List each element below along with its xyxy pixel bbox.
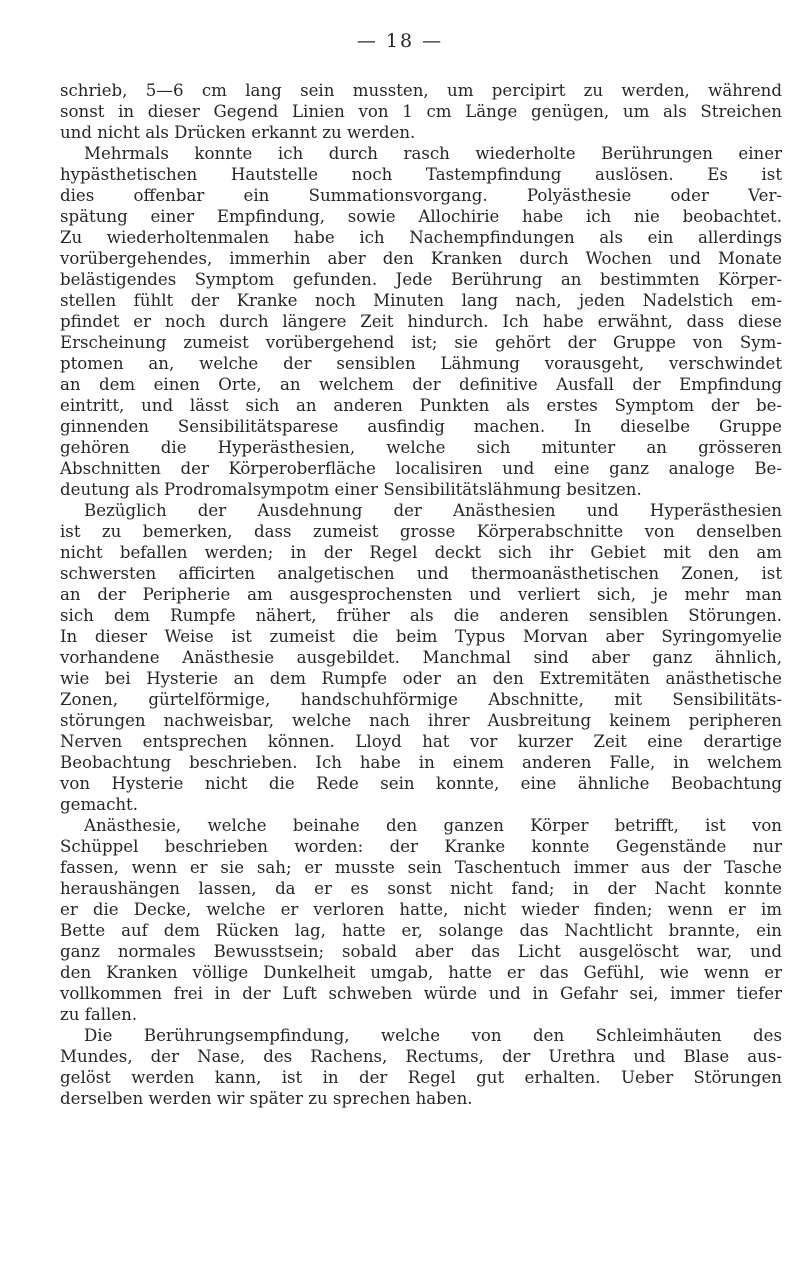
text-line: Abschnitten der Körperoberfläche localisiren und eine ganz analoge Be- xyxy=(60,459,782,478)
text-line: ginnenden Sensibilitätsparese ausfindig machen. In dieselbe Gruppe xyxy=(60,417,782,436)
text-line: Bezüglich der Ausdehnung der Anästhesien und Hyperästhesien xyxy=(84,501,782,520)
text-line: Bette auf dem Rücken lag, hatte er, solange das Nachtlicht brannte, ein xyxy=(60,921,782,940)
text-line: sich dem Rumpfe nähert, früher als die anderen sensiblen Störungen. xyxy=(60,606,782,625)
text-line: den Kranken völlige Dunkelheit umgab, hatte er das Gefühl, wie wenn er xyxy=(60,963,782,982)
text-line: Beobachtung beschrieben. Ich habe in einem anderen Falle, in welchem xyxy=(60,753,782,772)
text-line: derselben werden wir später zu sprechen haben. xyxy=(60,1089,473,1108)
text-line: schwersten afficirten analgetischen und thermoanästhetischen Zonen, ist xyxy=(60,564,782,583)
text-line: Nerven entsprechen können. Lloyd hat vor kurzer Zeit eine derartige xyxy=(60,732,782,751)
text-line: Die Berührungsempfindung, welche von den Schleimhäuten des xyxy=(84,1026,782,1045)
text-line: gelöst werden kann, ist in der Regel gut erhalten. Ueber Störungen xyxy=(60,1068,782,1087)
paragraph xyxy=(60,500,782,815)
text-line: vollkommen frei in der Luft schweben würde und in Gefahr sei, immer tiefer xyxy=(60,984,782,1003)
text-line: Mundes, der Nase, des Rachens, Rectums, der Urethra und Blase aus- xyxy=(60,1047,782,1066)
text-line: stellen fühlt der Kranke noch Minuten lang nach, jeden Nadelstich em- xyxy=(60,291,782,310)
text-line: vorübergehendes, immerhin aber den Kranken durch Wochen und Monate xyxy=(60,249,782,268)
text-line: wie bei Hysterie an dem Rumpfe oder an den Extremitäten anästhetische xyxy=(60,669,782,688)
text-line: In dieser Weise ist zumeist die beim Typus Morvan aber Syringomyelie xyxy=(60,627,782,646)
text-line: spätung einer Empfindung, sowie Allochirie habe ich nie beobachtet. xyxy=(60,207,782,226)
text-line: fassen, wenn er sie sah; er musste sein Taschentuch immer aus der Tasche xyxy=(60,858,782,877)
text-line: dies offenbar ein Summationsvorgang. Polyästhesie oder Ver- xyxy=(60,186,782,205)
text-line: sonst in dieser Gegend Linien von 1 cm Länge genügen, um als Streichen xyxy=(60,102,782,121)
text-line: gemacht. xyxy=(60,795,138,814)
text-line: an dem einen Orte, an welchem der definitive Ausfall der Empfindung xyxy=(60,375,782,394)
text-line: Zu wiederholtenmalen habe ich Nachempfindungen als ein allerdings xyxy=(60,228,782,247)
text-line: und nicht als Drücken erkannt zu werden. xyxy=(60,123,416,142)
text-line: eintritt, und lässt sich an anderen Punkten als erstes Symptom der be- xyxy=(60,396,782,415)
paragraph xyxy=(60,143,782,500)
text-line: nicht befallen werden; in der Regel deckt sich ihr Gebiet mit den am xyxy=(60,543,782,562)
text-line: heraushängen lassen, da er es sonst nicht fand; in der Nacht konnte xyxy=(60,879,782,898)
text-line: Zonen, gürtelförmige, handschuhförmige Abschnitte, mit Sensibilitäts- xyxy=(60,690,782,709)
paragraph xyxy=(60,815,782,1025)
text-line: von Hysterie nicht die Rede sein konnte, eine ähnliche Beobachtung xyxy=(60,774,782,793)
text-line: belästigendes Symptom gefunden. Jede Berührung an bestimmten Körper- xyxy=(60,270,782,289)
text-line: er die Decke, welche er verloren hatte, nicht wieder finden; wenn er im xyxy=(60,900,782,919)
text-line: Anästhesie, welche beinahe den ganzen Körper betrifft, ist von xyxy=(84,816,782,835)
text-line: Mehrmals konnte ich durch rasch wiederholte Berührungen einer xyxy=(84,144,782,163)
text-line: Erscheinung zumeist vorübergehend ist; sie gehört der Gruppe von Sym- xyxy=(60,333,782,352)
text-line: gehören die Hyperästhesien, welche sich mitunter an grösseren xyxy=(60,438,782,457)
text-line: störungen nachweisbar, welche nach ihrer Ausbreitung keinem peripheren xyxy=(60,711,782,730)
text-line: hypästhetischen Hautstelle noch Tastempfindung auslösen. Es ist xyxy=(60,165,782,184)
text-line: vorhandene Anästhesie ausgebildet. Manchmal sind aber ganz ähnlich, xyxy=(60,648,782,667)
text-line: ist zu bemerken, dass zumeist grosse Körperabschnitte von denselben xyxy=(60,522,782,541)
text-line: an der Peripherie am ausgesprochensten und verliert sich, je mehr man xyxy=(60,585,782,604)
text-line: ganz normales Bewusstsein; sobald aber das Licht ausgelöscht war, und xyxy=(60,942,782,961)
text-line: ptomen an, welche der sensiblen Lähmung vorausgeht, verschwindet xyxy=(60,354,782,373)
paragraph xyxy=(60,1025,782,1109)
body-text xyxy=(60,80,782,1109)
page-number: — 18 — xyxy=(356,30,444,52)
text-line: schrieb, 5—6 cm lang sein mussten, um percipirt zu werden, während xyxy=(60,81,782,100)
paragraph xyxy=(60,80,782,143)
text-line: zu fallen. xyxy=(60,1005,138,1024)
text-line: Schüppel beschrieben worden: der Kranke konnte Gegenstände nur xyxy=(60,837,782,856)
text-line: deutung als Prodromalsympotm einer Sensibilitätslähmung besitzen. xyxy=(60,480,642,499)
text-line: pfindet er noch durch längere Zeit hindurch. Ich habe erwähnt, dass diese xyxy=(60,312,782,331)
